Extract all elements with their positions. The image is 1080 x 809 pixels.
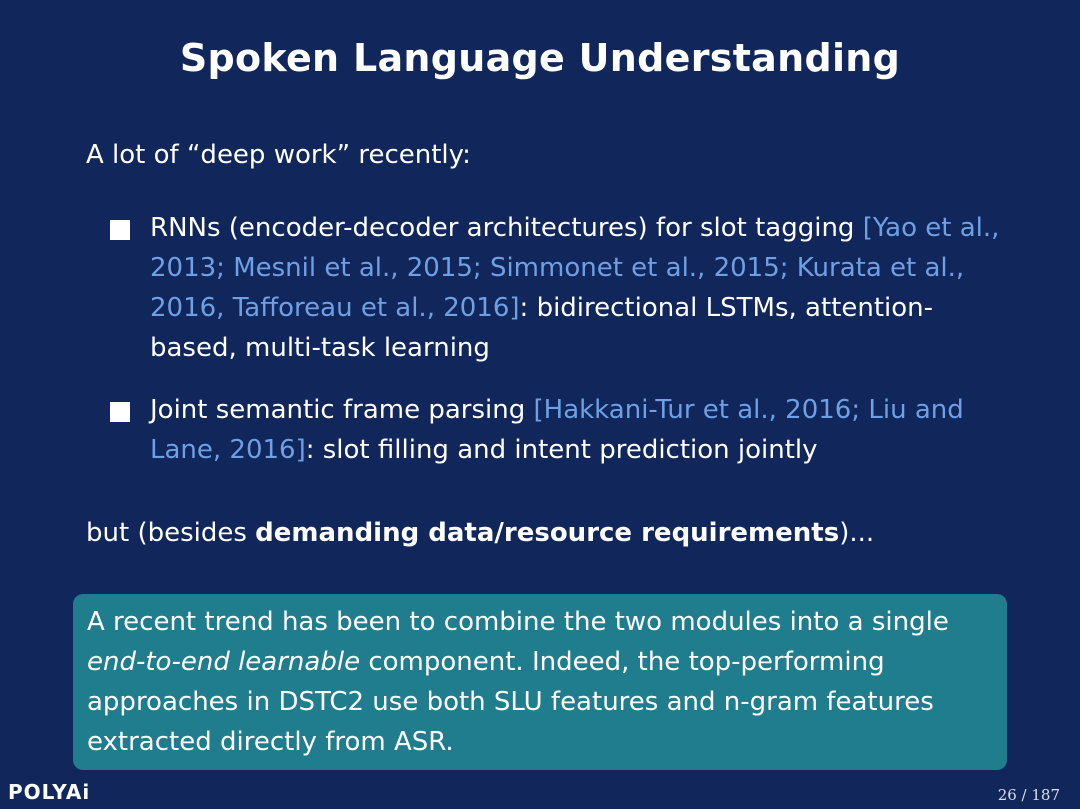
block-text-end: component. Indeed, the top-performing approaches in DSTC2 use both SLU features and n-gram features extracted directly from ASR.	[87, 647, 934, 757]
polyai-logo: POLYAi	[8, 780, 91, 804]
slide-title: Spoken Language Understanding	[179, 36, 901, 80]
bullet-text: Joint semantic frame parsing	[150, 395, 534, 425]
highlight-block	[73, 594, 1007, 770]
bullet-list	[108, 208, 1008, 492]
requirements-bold-text: demanding data/resource requirements	[255, 518, 840, 548]
block-text: A recent trend has been to combine the two modules into a single	[87, 607, 949, 637]
intro-text: A lot of “deep work” recently:	[86, 140, 471, 170]
citation-link[interactable]: [Yao et al., 2013; Mesnil et al., 2015; Simmonet et al., 2015; Kurata et al., 2016, Tafforeau et al., 2016]	[150, 213, 1000, 323]
bullet-text: : slot filling and intent prediction jointly	[305, 435, 818, 465]
square-bullet-icon	[110, 220, 130, 240]
block-italic-text: end-to-end learnable	[87, 647, 361, 677]
bullet-item-rnn	[108, 208, 1008, 368]
bullet-item-joint-parsing	[108, 390, 1008, 470]
bullet-text: : bidirectional LSTMs, attention-based, multi-task learning	[150, 293, 934, 363]
square-bullet-icon	[110, 402, 130, 422]
requirements-text-end: )...	[839, 518, 875, 548]
citation-link[interactable]: [Hakkani-Tur et al., 2016; Liu and Lane, 2016]	[150, 395, 964, 465]
page-number: 26 / 187	[997, 786, 1060, 804]
requirements-line	[86, 518, 874, 548]
requirements-text: but (besides	[86, 518, 256, 548]
bullet-text: RNNs (encoder-decoder architectures) for slot tagging	[150, 213, 863, 243]
